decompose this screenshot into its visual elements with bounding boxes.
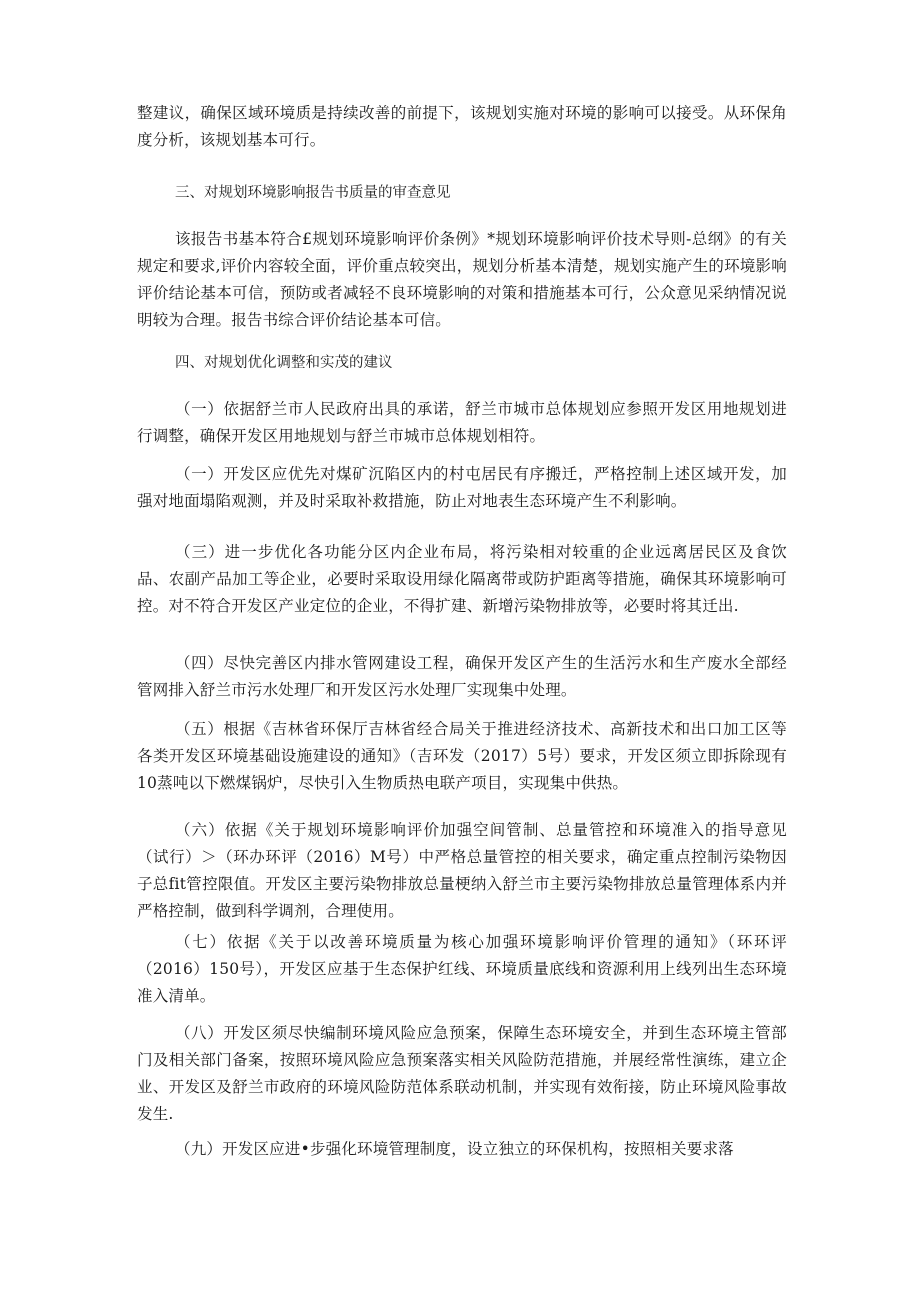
suggestion-2: （一）开发区应优先对煤矿沉陷区内的村屯居民有序搬迁，严格控制上述区域开发，加强对地面塌陷观测，并及时采取补救措施，防止对地表生态环境产生不利影响。 <box>137 465 787 510</box>
section-heading-3: 三、对规划环境影响报告书质量的审查意见 <box>175 185 451 201</box>
suggestion-1: （一）依据舒兰市人民政府出具的承诺，舒兰市城市总体规划应参照开发区用地规划进行调整，确保开发区用地规划与舒兰市城市总体规划相符。 <box>137 400 787 445</box>
suggestion-6: （六）依据《关于规划环境影响评价加强空间管制、总量管控和环境准入的指导意见（试行）＞（环办环评（2016）M号）中严格总量管控的相关要求，确定重点控制污染物因子总fit管控限值。开发区主要污染物排放总量梗纳入舒兰市主要污染物排放总量管理体系内并严格控制，做到科学调剂，合理使用。 <box>137 821 787 920</box>
paragraph-report-quality: 该报告书基本符合£规划环境影响评价条例》*规划环境影响评价技术导则-总纲》的有关规定和要求,评价内容较全面，评价重点较突出，规划分析基本清楚，规划实施产生的环境影响评价结论基本可信，预防或者减轻不良环境影响的对策和措施基本可行，公众意见采纳情况说明较为合理。报告书综合评价结论基本可信。 <box>137 230 787 329</box>
suggestion-8: （八）开发区须尽快编制环境风险应急预案，保障生态环境安全，并到生态环境主管部门及相关部门备案，按照环境风险应急预案落实相关风险防范措施，并展经常性演练，建立企业、开发区及舒兰市政府的环境风险防范体系联动机制，并实现有效衔接，防止环境风险事故发生. <box>137 1024 787 1123</box>
suggestion-4: （四）尽快完善区内排水管网建设工程，确保开发区产生的生活污水和生产废水全部经管网排入舒兰市污水处理厂和开发区污水处理厂实现集中处理。 <box>137 654 787 699</box>
section-heading-4: 四、对规划优化调整和实茂的建议 <box>175 355 393 371</box>
suggestion-5: （五）根据《吉林省环保厅吉林省经合局关于推进经济技术、高新技术和出口加工区等各类开发区环境基础设施建设的通知》（吉环发（2017）5号）要求，开发区须立即拆除现有10蒸吨以下燃煤锅炉，尽快引入生物质热电联产项目，实现集中供热。 <box>137 720 787 792</box>
suggestion-9: （九）开发区应进•步强化环境管理制度，设立独立的环保机构，按照相关要求落 <box>175 1140 734 1158</box>
paragraph-continuation: 整建议，确保区域环境质是持续改善的前提下，该规划实施对环境的影响可以接受。从环保角度分析，该规划基本可行。 <box>137 104 787 149</box>
suggestion-7: （七）依据《关于以改善环境质量为核心加强环境影响评价管理的通知》（环环评（2016）150号），开发区应基于生态保护红线、环境质量底线和资源利用上线列出生态环境准入清单。 <box>137 933 787 1005</box>
suggestion-3: （三）进一步优化各功能分区内企业布局，将污染相对较重的企业远离居民区及食饮品、农副产品加工等企业，必要时采取设用绿化隔离带或防护距离等措施，确保其环境影响可控。对不符合开发区产业定位的企业，不得扩建、新增污染物排放等，必要时将其迁出. <box>137 543 787 615</box>
